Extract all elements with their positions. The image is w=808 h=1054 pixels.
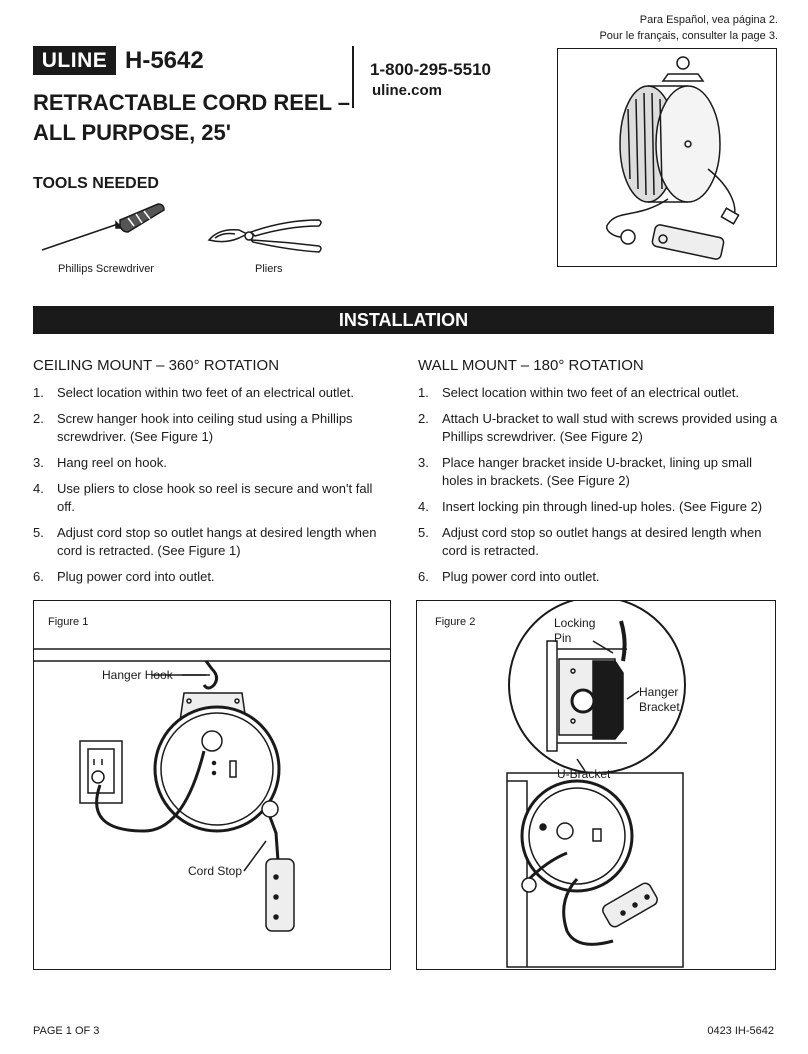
list-item: 5. Adjust cord stop so outlet hangs at desired length when cord is retracted. bbox=[418, 525, 762, 558]
figure-1 bbox=[33, 600, 391, 970]
figure-2-label: Figure 2 bbox=[435, 616, 476, 628]
ceiling-mount-heading: CEILING MOUNT – 360° ROTATION bbox=[33, 357, 280, 374]
list-item: 4. Use pliers to close hook so reel is secure and won't fall off. bbox=[33, 481, 373, 514]
cord-stop-callout: Cord Stop bbox=[188, 864, 243, 878]
website: uline.com bbox=[372, 82, 443, 99]
list-item: 5. Adjust cord stop so outlet hangs at desired length when cord is retracted. (See Figure 1) bbox=[33, 525, 377, 558]
phone-number: 1-800-295-5510 bbox=[370, 60, 491, 79]
cord-reel-illustration bbox=[558, 49, 776, 266]
list-item: 6. Plug power cord into outlet. bbox=[33, 569, 215, 584]
figure-2 bbox=[416, 600, 776, 970]
u-bracket-callout: U-Bracket bbox=[557, 767, 611, 781]
wall-mount-illustration bbox=[417, 601, 775, 969]
list-item: 4. Insert locking pin through lined-up holes. (See Figure 2) bbox=[418, 499, 763, 514]
hanger-bracket-callout: Hanger Bracket bbox=[639, 685, 680, 714]
list-item: 2. Screw hanger hook into ceiling stud using a Phillips screwdriver. (See Figure 1) bbox=[33, 411, 353, 444]
list-item: 1. Select location within two feet of an electrical outlet. bbox=[418, 385, 739, 400]
list-item: 3. Place hanger bracket inside U-bracket, lining up small holes in brackets. (See Figure 2) bbox=[418, 455, 752, 488]
spanish-note: Para Español, vea página 2. bbox=[639, 14, 778, 26]
ceiling-steps-list bbox=[33, 384, 383, 594]
hanger-hook-callout: Hanger Hook bbox=[102, 668, 173, 682]
screwdriver-icon bbox=[38, 198, 168, 256]
french-note: Pour le français, consulter la page 3. bbox=[599, 30, 778, 42]
list-item: 1. Select location within two feet of an electrical outlet. bbox=[33, 385, 354, 400]
installation-heading: INSTALLATION bbox=[33, 306, 774, 334]
header-divider bbox=[352, 46, 354, 108]
wall-mount-heading: WALL MOUNT – 180° ROTATION bbox=[418, 357, 644, 374]
screwdriver-label: Phillips Screwdriver bbox=[58, 263, 154, 275]
title-line-1: RETRACTABLE CORD REEL – bbox=[33, 90, 350, 115]
list-item: 3. Hang reel on hook. bbox=[33, 455, 167, 470]
ceiling-mount-illustration bbox=[34, 601, 390, 969]
page-number: PAGE 1 OF 3 bbox=[33, 1025, 100, 1037]
page-title bbox=[33, 88, 363, 148]
title-line-2: ALL PURPOSE, 25' bbox=[33, 120, 231, 145]
pliers-icon bbox=[205, 212, 325, 256]
wall-steps-list bbox=[418, 384, 778, 594]
uline-logo: ULINE bbox=[33, 46, 116, 75]
list-item: 6. Plug power cord into outlet. bbox=[418, 569, 600, 584]
document-code: 0423 IH-5642 bbox=[707, 1025, 774, 1037]
pliers-label: Pliers bbox=[255, 263, 283, 275]
tools-needed-heading: TOOLS NEEDED bbox=[33, 175, 159, 192]
model-number: H-5642 bbox=[125, 47, 204, 74]
locking-pin-callout: Locking Pin bbox=[554, 616, 596, 645]
list-item: 2. Attach U-bracket to wall stud with screws provided using a Phillips screwdriver. (See Figure 2) bbox=[418, 411, 778, 444]
product-illustration bbox=[557, 48, 777, 267]
figure-1-label: Figure 1 bbox=[48, 616, 89, 628]
